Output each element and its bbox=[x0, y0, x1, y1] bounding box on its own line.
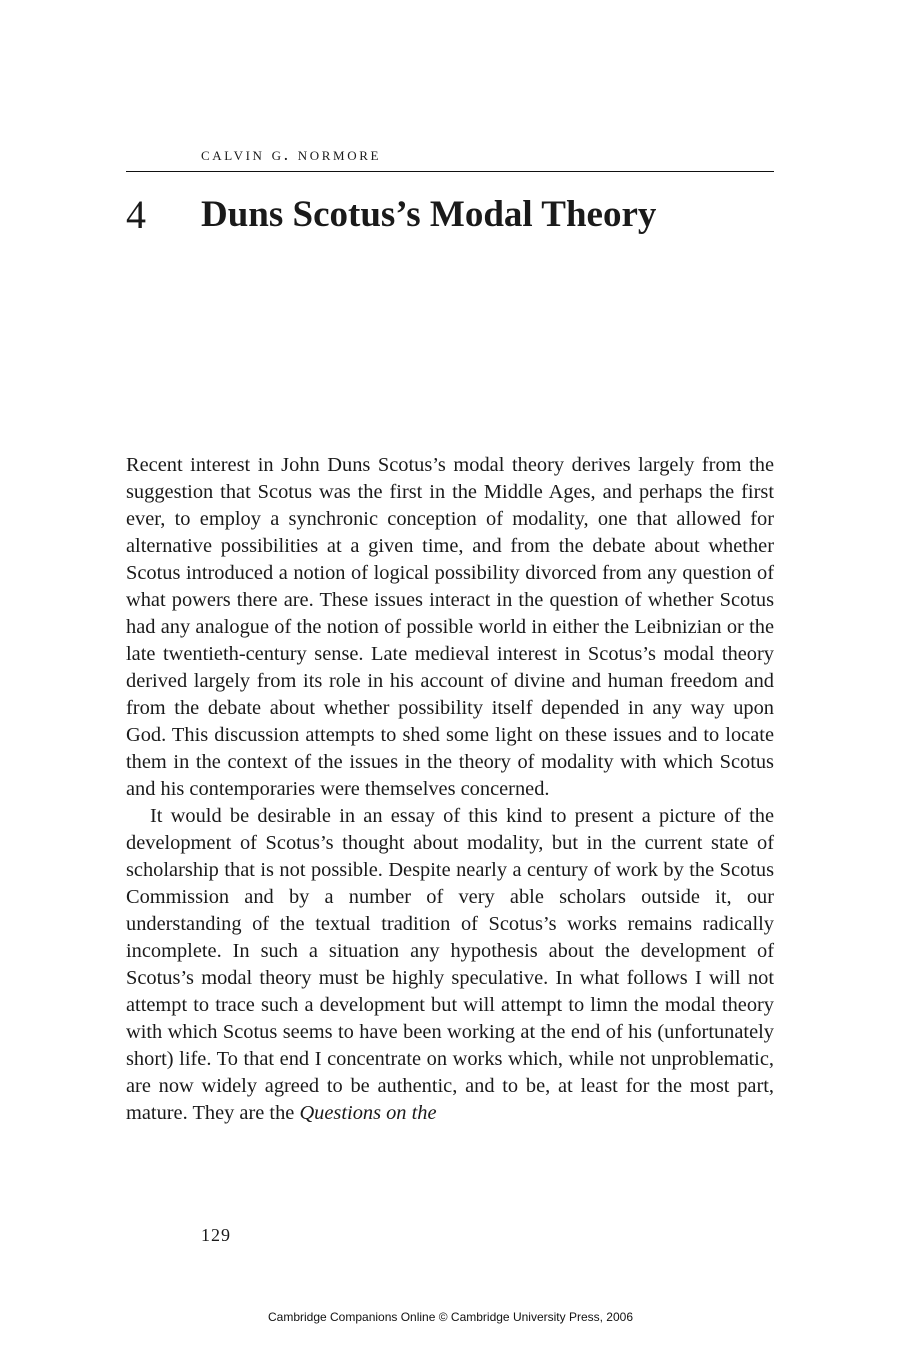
body-text bbox=[126, 452, 774, 1127]
chapter-number: 4 bbox=[126, 192, 146, 237]
page-number: 129 bbox=[201, 1225, 231, 1245]
paragraph-1: Recent interest in John Duns Scotus’s modal theory derives largely from the suggestion that Scotus was the first in the Middle Ages, and perhaps the first ever, to employ a synchronic conception of modality, one that allowed for alternative possibilities at a given time, and from the debate about whether Scotus introduced a notion of logical possibility divorced from any question of what powers there are. These issues interact in the question of whether Scotus had any analogue of the notion of possible world in either the Leibnizian or the late twentieth-century sense. Late medieval interest in Scotus’s modal theory derived largely from its role in his account of divine and human freedom and from the debate about whether possibility itself depended in any way upon God. This discussion attempts to shed some light on these issues and to locate them in the context of the issues in the theory of modality with which Scotus and his contemporaries were themselves concerned. bbox=[126, 454, 774, 800]
paragraph-2-italic-title: Questions on the bbox=[299, 1102, 437, 1124]
paragraph-2-text: It would be desirable in an essay of this kind to present a picture of the development of Scotus’s thought about modality, but in the current state of scholarship that is not possible. Despite nearly a century of work by the Scotus Commission and by a number of very able scholars outside it, our understanding of the textual tradition of Scotus’s works remains radically incomplete. In such a situation any hypothesis about the development of Scotus’s modal theory must be highly speculative. In what follows I will not attempt to trace such a development but will attempt to limn the modal theory with which Scotus seems to have been working at the end of his (unfortunately short) life. To that end I concentrate on works which, while not unproblematic, are now widely agreed to be authentic, and to be, at least for the most part, mature. They are the bbox=[126, 805, 774, 1124]
chapter-heading bbox=[126, 192, 774, 238]
header-rule bbox=[126, 171, 774, 172]
paragraph-2 bbox=[126, 803, 774, 1127]
running-head-author: calvin g. normore bbox=[201, 144, 382, 164]
copyright-footer: Cambridge Companions Online © Cambridge University Press, 2006 bbox=[267, 1310, 633, 1324]
chapter-title: Duns Scotus’s Modal Theory bbox=[201, 194, 657, 235]
